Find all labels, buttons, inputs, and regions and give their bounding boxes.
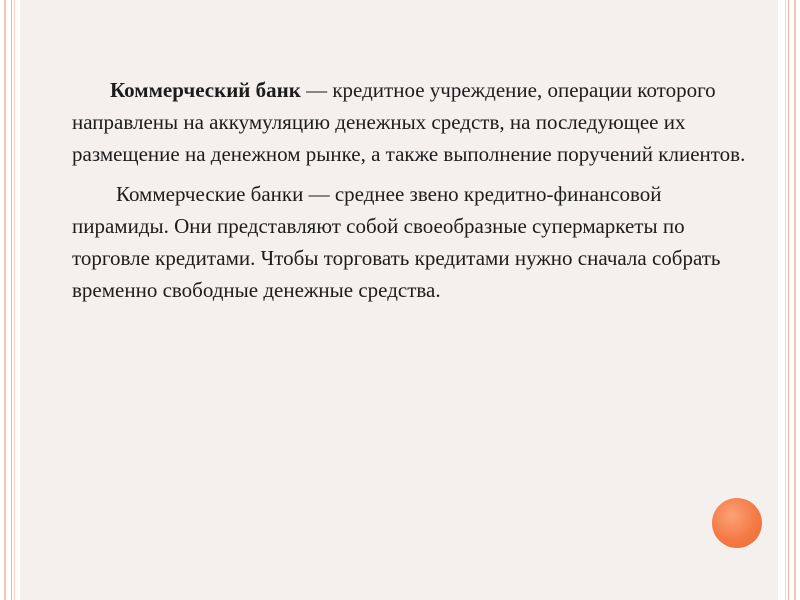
left-border-stripe [14, 0, 15, 600]
right-border-stripe [788, 0, 789, 600]
term-commercial-bank: Коммерческий банк [110, 78, 301, 102]
definition-text: — кредитное учреждение, операции которого направлены на аккумуляцию денежных средств, на последующее их размещение на денежном рынке, а также выполнение поручений клиентов. [72, 78, 746, 166]
slide-content [72, 74, 762, 314]
right-border-stripe [785, 0, 786, 600]
left-border-stripe [11, 0, 12, 600]
left-border-stripe [4, 0, 6, 600]
description-text: Коммерческие банки — среднее звено кредитно-финансовой пирамиды. Они представляют собой своеобразные супермаркеты по торговле кредитами. Чтобы торговать кредитами нужно сначала собрать временно свободные денежные средства. [72, 182, 721, 302]
orange-circle-decoration [712, 498, 762, 548]
paragraph-description [72, 178, 762, 306]
paragraph-definition [72, 74, 762, 170]
right-border-stripe [794, 0, 796, 600]
